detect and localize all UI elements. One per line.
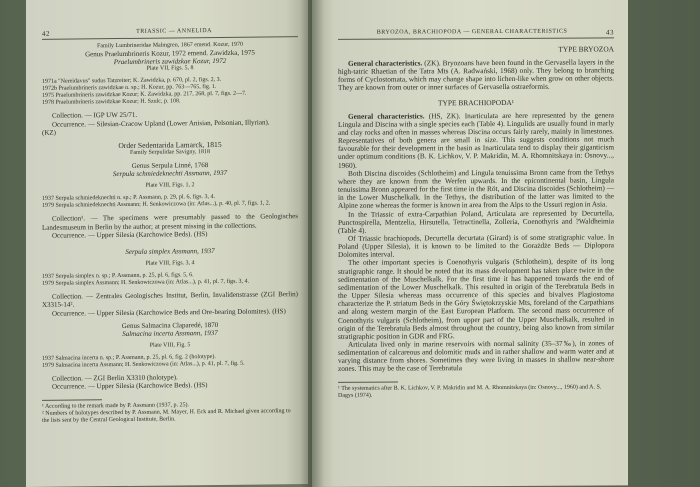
brachiopoda-text: (HS, ZK). Inarticulata are here represented by the genera Lingula and Discina with a single species each (Table 4). Lingulids are usually found in marly and clay rocks and often in masses whereas Discina occurs fairly rarely, mainly in limestones. Representatives of both genera are small in size. This suggests conditions not much favourable for their development in the basin as Inarticulata tend to display their giganticism under optimum conditions (B. K. Lichkov, V. P. Makridin, M. A. Rhomnitskaya in: Osnovy..., 1960).	[338, 110, 614, 170]
left-running-title: TRIASSIC — ANNELIDA	[136, 28, 212, 35]
right-running-head	[338, 28, 614, 39]
occurrence-text: Occurrence. — Upper Silesia (Karchowice Beds and Ore-bearing Dolomites). (HS)	[52, 306, 286, 318]
footnote-rule	[42, 399, 102, 401]
footnote: ¹ According to the remark made by P. Assmann (1937, p. 25).	[42, 401, 189, 410]
occurrence-text: Occurrence. — Silesian-Cracow Upland (Lower Anisian, Pelsonian, Illyrian).	[52, 118, 270, 129]
author-tag: (KZ)	[42, 128, 56, 137]
synonymy-line: 1979 Serpula simplex Assmann; H. Senkowiczowa (in: Atlas...), p. 41, pl. 7, figs. 3, 4.	[42, 278, 249, 288]
brachiopoda-paragraph: Articulata lived only in marine reservoirs with normal salinity (35–37‰), in zones of sedimentation of calcareous and dolomitic muds and in rather shallow and warm water and at varying distance from shores. Sometimes they were living in masses in shallow near-shore zones. This may be the case of Terebratula	[338, 338, 614, 374]
lumbrineridae-section	[42, 41, 298, 137]
type-bryozoa-heading: TYPE BRYOZOA	[558, 44, 614, 54]
order-sedentarida: Order Sedentarida Lamarck, 1815	[118, 139, 222, 151]
footnote-rule	[338, 381, 398, 382]
brachiopoda-paragraph	[338, 111, 614, 170]
genus-salmacina: Genus Salmacina Claparedé, 1870	[121, 320, 219, 330]
species-zawidzkae: Praelumbrineris zawidzkae Kozur, 1972	[113, 57, 227, 67]
collection-text: Collection. — IGP UW 25/71.	[52, 111, 138, 121]
family-lumbrineridae: Family Lumbrineridae Malmgren, 1867 emend. Kozur, 1970	[97, 41, 243, 50]
family-serpulidae: Family Serpulidae Savigny, 1818	[130, 149, 210, 156]
footnote: ¹ The systematics after B. K. Lichkov, V. P. Makridin and M. A. Rhomnitskaya (in: Osnovy..., 1960) and A. S. Dagys (1974).	[338, 384, 602, 399]
plate-ref: Plate VIII, Figs. 1, 2	[145, 182, 195, 190]
bryozoa-lead: General characteristics.	[348, 58, 423, 68]
synonymy-line: 1937 Salmacina incerta n. sp.; P. Assmann, p. 25, pl. 6, fig. 2 (holotype).	[42, 354, 216, 363]
species-incerta: Salmacina incerta Assmann, 1937	[122, 329, 218, 339]
type-brachiopoda-heading: TYPE BRACHIOPODA¹	[438, 97, 514, 107]
synonymy-line: 1971a "Nereidavus" sudus Tatzreiter; K. Zawidzka, p. 670, pl. 2, figs. 2, 3.	[42, 77, 222, 86]
serpulidae-section	[42, 139, 298, 240]
plate-ref: Plate VII, Figs. 5, 8	[146, 65, 194, 73]
species-schmiedeknechti: Serpula schmiedeknechti Assmann, 1937	[112, 169, 228, 179]
left-running-head	[42, 27, 298, 40]
genus-praelumbrineris: Genus Praelumbrineris Kozur, 1972 emend. Zawidzka, 1975	[85, 48, 255, 59]
brachiopoda-paragraph: Both Discina discoides (Schlotheim) and Lingula tenuissima Bronn came from the Tethys where they are known from the Werfen upwards. In the epicontinental basin, Lingula tenuissima Bronn appeared for the first time in the Röt, and Discina discoides (Schlotheim) — in the Lower Muschelkalk. In the Tethys, the distribution of the latter was limited to the Alpine zone whereas the former is known in area from the Alps to the Ussuri region in Asia.	[338, 167, 614, 211]
collection-text: Collection. — ZGI Berlin X3310 (holotype).	[52, 373, 178, 383]
plate-ref: Plate VIII, Figs. 3, 4	[145, 260, 195, 267]
synonymy-line: 1972b Praelumbrineris zawidzkae n. sp.; H. Kozur, pp. 763—765, fig. 1.	[42, 84, 217, 93]
synonymy-line: 1937 Serpula simplex n. sp.; P. Assmann, p. 25, pl. 6, figs. 5, 6.	[42, 272, 194, 281]
synonymy-line: 1937 Serpula schmiedeknechti n. sp.; P. Assmann, p. 29, pl. 6, figs. 3, 4.	[42, 194, 215, 203]
synonymy-line: 1979 Salmacina incerta Assmann; H. Senkowiczowa (in: Atlas...), p. 41, pl. 7, fig. 5.	[42, 360, 245, 370]
book-gutter	[300, 0, 324, 487]
synonymy-line: 1979 Serpula schmiedeknechti Assmann; H. Senkowiczowa (in: Atlas...), p. 40, pl. 7, figs. 1, 2.	[42, 200, 271, 210]
right-running-title: BRYOZOA, BRACHIOPODA — GENERAL CHARACTERISTICS	[376, 28, 568, 36]
brachiopoda-paragraph: Of Triassic brachiopods, Decurtella decurtata (Girard) is of some stratigraphic value. In Poland (Upper Silesia), it is known to be limited to the Gorażdże Beds — Diplopora Dolomites interval.	[338, 232, 614, 260]
right-page	[312, 0, 628, 487]
occurrence-text: Occurrence. — Upper Silesia (Karchowice Beds). (HS)	[52, 381, 208, 392]
brachiopoda-lead: General characteristics.	[348, 111, 425, 121]
footnote: ² Numbers of holotypes described by P. Assmann, M. Mayer, H. Eck and R. Michael given according to the lists sent by the Central Geological Institute, Berlin.	[42, 407, 291, 424]
collection-text: Collection¹. — The specimens were presumably passed to the Geologisches Landesmuseum in Berlin by the author; at present missing in the collections.	[42, 212, 298, 232]
collection-text: Collection. — Zentrales Geologisches Institut, Berlin, Invalidenstrasse (ZGI Berlin) X3315-14².	[42, 290, 298, 310]
synonymy-line: 1975 Praelumbrineris zawidzkae Kozur; K. Zawidzka, pp. 217, 268, pl. 7, figs. 2—7.	[42, 91, 247, 100]
right-page-number: 43	[606, 28, 614, 37]
synonymy-line: 1978 Praelumbrineris zawidzkae Kozur; H. Szulc, p. 108.	[42, 98, 181, 107]
species-simplex: Serpula simplex Assmann, 1937	[125, 247, 215, 256]
plate-ref: Plate VIII, Fig. 5	[149, 342, 191, 349]
left-page	[26, 0, 308, 487]
left-page-number: 42	[42, 29, 50, 38]
brachiopoda-paragraph: In the Triassic of extra-Carpathian Poland, Articulata are represented by Decurtella, Punctospirella, Mentzelia, Hirsutella, Tetractinella, Zolleria, Coenothyris and ?Waldheimia (Table 4).	[338, 207, 614, 235]
genus-serpula: Genus Serpula Linné, 1768	[131, 161, 209, 170]
occurrence-text: Occurrence. — Upper Silesia (Karchowice Beds). (HS)	[52, 229, 208, 240]
brachiopoda-paragraph: The other important species is Coenothyris vulgaris (Schlotheim), despite of its long stratigraphic range. It should be noted that its mass development has taken place twice in the sedimentation of the Muschelkalk. For the first time it has happened towards the end of sedimentation of the Lower Muschelkalk. This resulted in origin of the Terebratula Beds in the Upper Silesia whereas mass occurrence of this species and bivalves Plagiostoma characterize the P. striatum Beds in the Góry Świętokrzyskie Mts, foreland of the Carpathians and along western margin of the East European Platform. The second mass occurrence of Coenothyris vulgaris (Schlotheim), from upper part of the Upper Muschelkalk, resulted in origin of the Terebratula Beds almost throughout the country, being also known from similar stratigraphic position in GDR and FRG.	[338, 256, 614, 341]
bryozoa-text: (ZK). Bryozoans have been found in the Gervasella layers in the high-tatric Rhaetian of the Tatra Mts (A. Radwański, 1968) only. They belong to branching forms of Cyclostomata, which may change shape into lichen-like when grow on other objects. They are known from outer or inner surfaces of Gervasella ostraeformis.	[338, 57, 615, 93]
salmacina-section	[42, 320, 298, 391]
serpula-simplex-section	[42, 246, 298, 317]
bryozoa-paragraph	[338, 58, 614, 92]
